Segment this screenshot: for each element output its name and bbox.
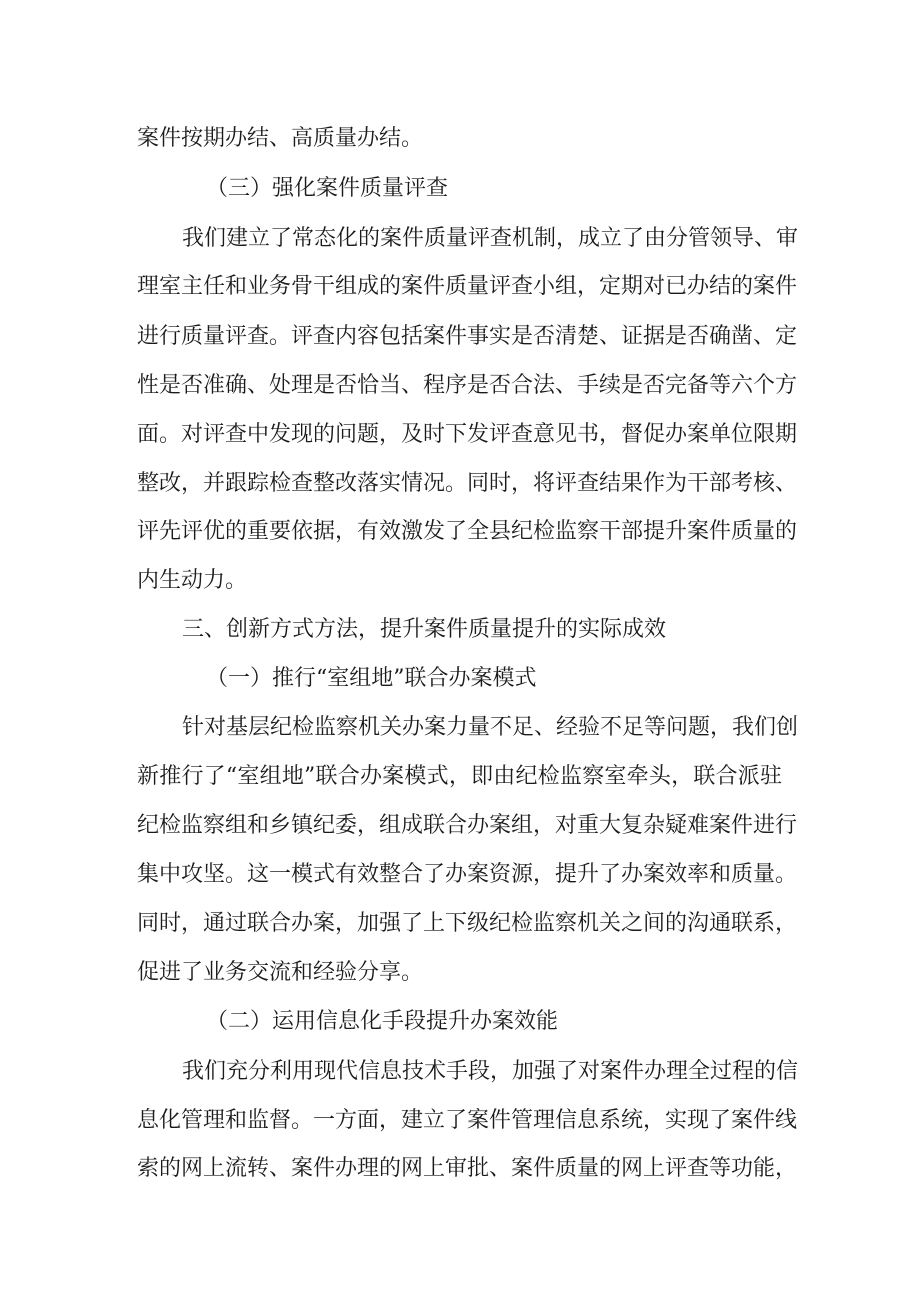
paragraph-line: 性是否准确、处理是否恰当、程序是否合法、手续是否完备等六个方: [137, 373, 798, 398]
paragraph-line: 针对基层纪检监察机关办案力量不足、经验不足等问题，我们创: [182, 715, 799, 740]
paragraph-line: 我们充分利用现代信息技术手段，加强了对案件办理全过程的信: [182, 1059, 799, 1084]
paragraph-line: 同时，通过联合办案，加强了上下级纪检监察机关之间的沟通联系，: [137, 911, 798, 936]
paragraph-line: 评先评优的重要依据，有效激发了全县纪检监察干部提升案件质量的: [137, 519, 798, 544]
paragraph-line: 息化管理和监督。一方面，建立了案件管理信息系统，实现了案件线: [137, 1108, 798, 1133]
paragraph-line: 促进了业务交流和经验分享。: [137, 960, 424, 985]
paragraph-line: 整改，并跟踪检查整改落实情况。同时，将评查结果作为干部考核、: [137, 471, 798, 496]
section-heading: （一）推行“室组地”联合办案模式: [206, 666, 537, 691]
paragraph-line: 我们建立了常态化的案件质量评查机制，成立了由分管领导、审: [182, 226, 799, 251]
paragraph-line: 集中攻坚。这一模式有效整合了办案资源，提升了办案效率和质量。: [137, 862, 798, 887]
chapter-heading: 三、创新方式方法，提升案件质量提升的实际成效: [182, 617, 667, 642]
paragraph-line: 案件按期办结、高质量办结。: [137, 126, 424, 151]
paragraph-line: 内生动力。: [137, 568, 248, 593]
paragraph-line: 索的网上流转、案件办理的网上审批、案件质量的网上评查等功能，: [137, 1156, 798, 1181]
paragraph-line: 新推行了“室组地”联合办案模式，即由纪检监察室牵头，联合派驻: [137, 764, 782, 789]
paragraph-line: 纪检监察组和乡镇纪委，组成联合办案组，对重大复杂疑难案件进行: [137, 813, 798, 838]
section-heading: （三）强化案件质量评查: [206, 176, 449, 201]
section-heading: （二）运用信息化手段提升办案效能: [206, 1009, 559, 1034]
paragraph-line: 面。对评查中发现的问题，及时下发评查意见书，督促办案单位限期: [137, 422, 798, 447]
paragraph-line: 理室主任和业务骨干组成的案件质量评查小组，定期对已办结的案件: [137, 274, 798, 299]
paragraph-line: 进行质量评查。评查内容包括案件事实是否清楚、证据是否确凿、定: [137, 324, 798, 349]
